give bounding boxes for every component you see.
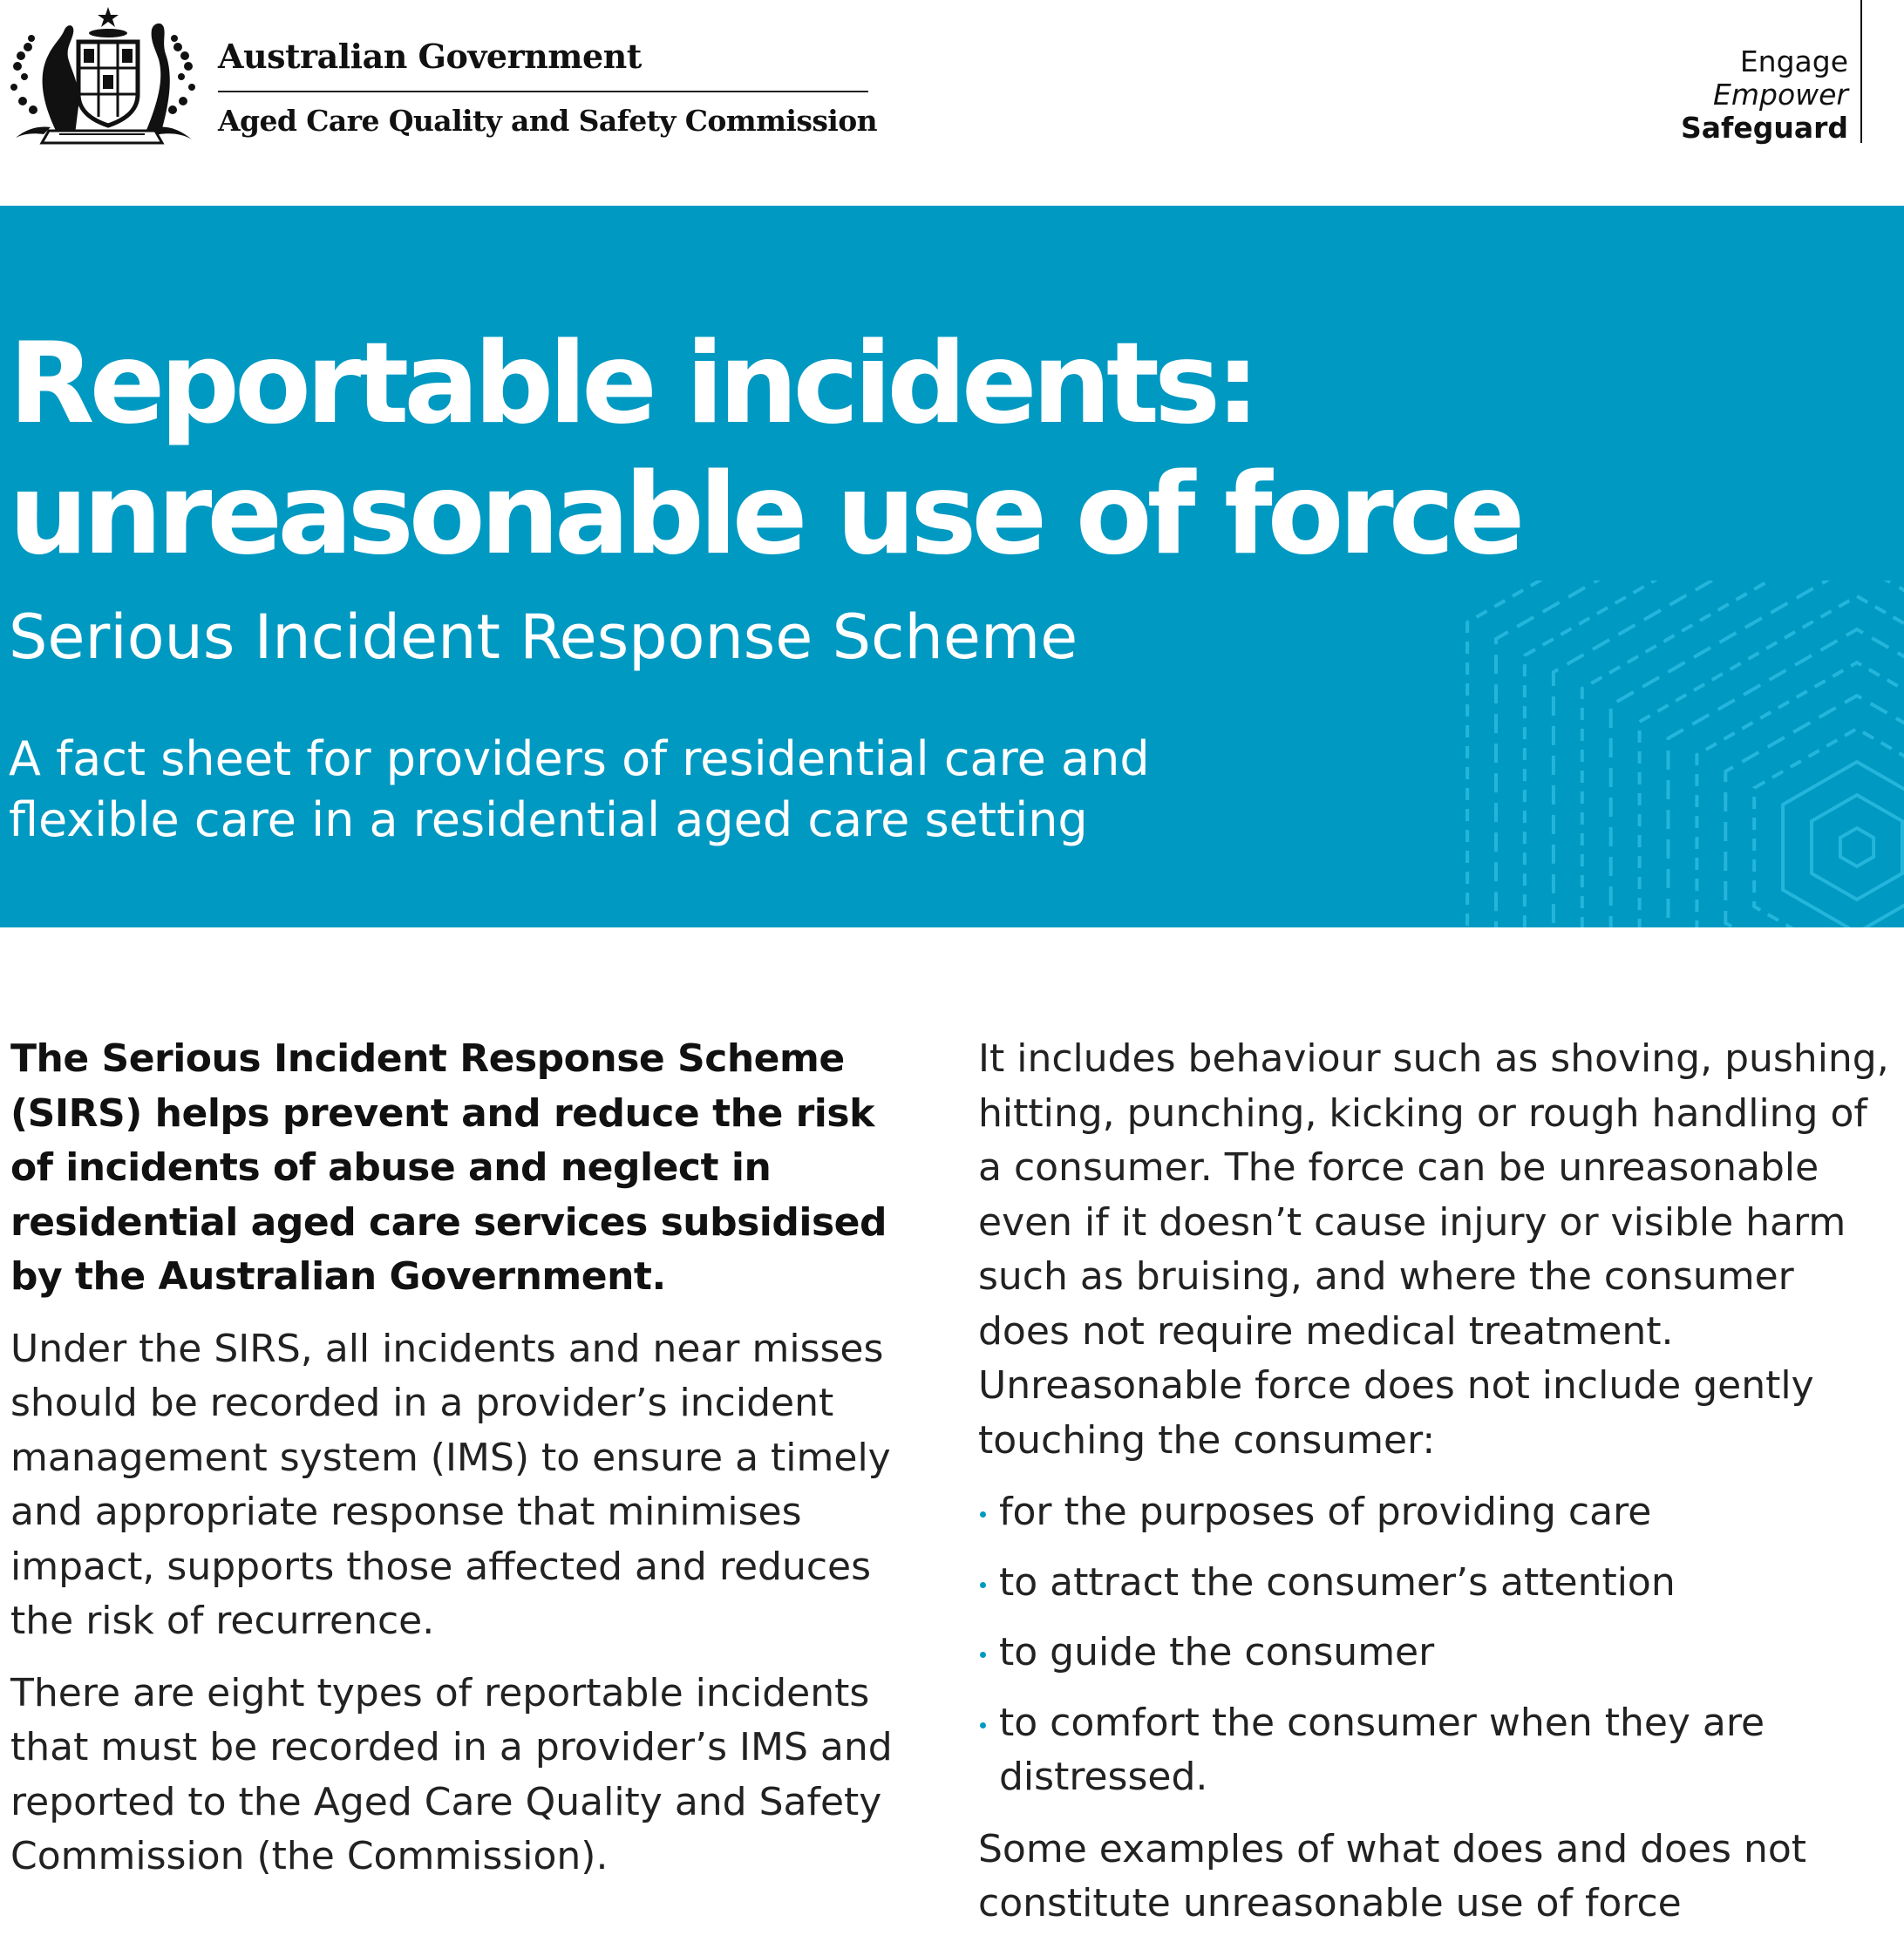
hexagon-ring [1496, 581, 1904, 927]
hexagon-ring [1467, 581, 1904, 927]
hexagon-ring [1725, 696, 1904, 927]
title-line-1: Reportable incidents: [9, 319, 1255, 449]
page-description [9, 729, 1212, 851]
hexagon-ring [1669, 629, 1904, 927]
wordmark-divider [218, 91, 868, 92]
left-column [10, 1032, 908, 1902]
tagline-divider [1860, 0, 1862, 143]
description-line-2: flexible care in a residential aged care setting [9, 792, 1088, 847]
body-paragraph-1: Under the SIRS, all incidents and near misses should be recorded in a provider’s incident management system (IMS) to ensure a timely and appropriate response that minimises impact, supports those affected and reduces the risk of recurrence. [10, 1322, 908, 1649]
hexagon-ring [1640, 596, 1904, 927]
page-subtitle: Serious Incident Response Scheme [9, 607, 1078, 668]
examples-paragraph: Some examples of what does and does not constitute unreasonable use of force [978, 1823, 1894, 1932]
page-header [0, 0, 1904, 206]
title-line-2: unreasonable use of force [9, 450, 1520, 580]
hexagon-ring [1840, 828, 1873, 866]
tagline-empower: Empower [1681, 78, 1848, 112]
coat-of-arms-icon [5, 3, 199, 150]
hexagon-ring [1754, 729, 1904, 927]
tagline-safeguard: Safeguard [1681, 112, 1848, 145]
hexagon-ring [1783, 762, 1904, 927]
definition-paragraph: It includes behaviour such as shoving, pushing, hitting, punching, kicking or rough handling of a consumer. The force can be unreasonable even if it doesn’t cause injury or visible harm such as bruising, and where the consumer does not require medical treatment. Unreasonable force does not include gently touching the consumer: [978, 1032, 1894, 1468]
list-item: for the purposes of providing care [978, 1485, 1894, 1540]
government-name: Australian Government [218, 40, 868, 73]
exclusions-list [978, 1485, 1894, 1805]
list-item: to guide the consumer [978, 1626, 1894, 1681]
list-item: to attract the consumer’s attention [978, 1556, 1894, 1611]
page-title [9, 319, 1520, 581]
government-wordmark [218, 40, 868, 135]
list-item: to comfort the consumer when they are distressed. [978, 1696, 1894, 1805]
lead-paragraph: The Serious Incident Response Scheme (SIRS) helps prevent and reduce the risk of incidents of abuse and neglect in residential aged care services subsidised by the Australian Government. [10, 1032, 908, 1305]
title-banner [0, 206, 1904, 927]
hexagon-ring [1812, 795, 1902, 900]
body-paragraph-2: There are eight types of reportable incidents that must be recorded in a provider’s IMS and reported to the Aged Care Quality and Safety Commission (the Commission). [10, 1667, 908, 1884]
description-line-1: A fact sheet for providers of residential care and [9, 731, 1150, 786]
commission-name: Aged Care Quality and Safety Commission [218, 106, 868, 135]
tagline-engage: Engage [1681, 45, 1848, 78]
right-column [978, 1032, 1894, 1949]
tagline [1681, 45, 1848, 145]
hexagon-ring [1582, 581, 1904, 927]
